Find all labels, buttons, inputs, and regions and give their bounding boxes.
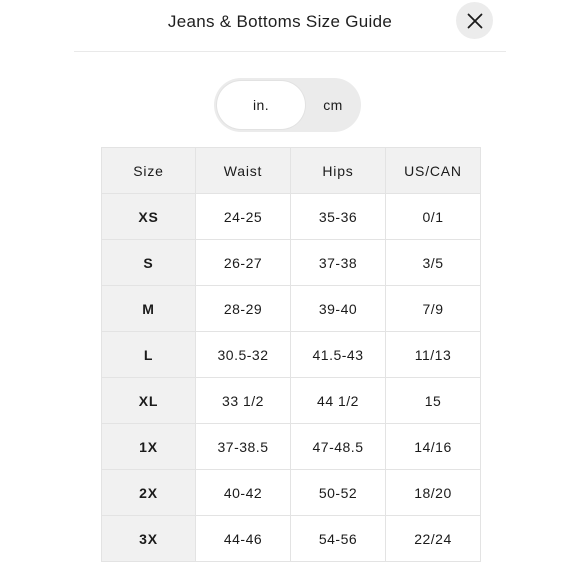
table-row	[102, 194, 481, 240]
us-can-cell: 22/24	[386, 516, 481, 562]
size-cell: S	[102, 240, 196, 286]
header-size: Size	[102, 148, 196, 194]
us-can-cell: 11/13	[386, 332, 481, 378]
waist-cell: 33 1/2	[196, 378, 291, 424]
waist-cell: 28-29	[196, 286, 291, 332]
us-can-cell: 3/5	[386, 240, 481, 286]
table-row	[102, 516, 481, 562]
header-us-can: US/CAN	[386, 148, 481, 194]
header-hips: Hips	[291, 148, 386, 194]
waist-cell: 40-42	[196, 470, 291, 516]
close-icon	[467, 13, 483, 29]
table-row	[102, 332, 481, 378]
waist-cell: 37-38.5	[196, 424, 291, 470]
size-cell: 2X	[102, 470, 196, 516]
table-row	[102, 286, 481, 332]
hips-cell: 50-52	[291, 470, 386, 516]
header-divider	[74, 51, 506, 52]
size-cell: 3X	[102, 516, 196, 562]
close-button[interactable]	[456, 2, 493, 39]
waist-cell: 30.5-32	[196, 332, 291, 378]
us-can-cell: 14/16	[386, 424, 481, 470]
us-can-cell: 0/1	[386, 194, 481, 240]
hips-cell: 54-56	[291, 516, 386, 562]
hips-cell: 39-40	[291, 286, 386, 332]
waist-cell: 24-25	[196, 194, 291, 240]
size-table	[101, 147, 481, 562]
header-waist: Waist	[196, 148, 291, 194]
hips-cell: 37-38	[291, 240, 386, 286]
size-cell: L	[102, 332, 196, 378]
modal-header	[0, 0, 580, 52]
waist-cell: 26-27	[196, 240, 291, 286]
size-cell: XL	[102, 378, 196, 424]
hips-cell: 44 1/2	[291, 378, 386, 424]
unit-option-in[interactable]: in.	[217, 81, 305, 129]
size-cell: XS	[102, 194, 196, 240]
table-row	[102, 378, 481, 424]
us-can-cell: 18/20	[386, 470, 481, 516]
modal-title: Jeans & Bottoms Size Guide	[167, 12, 393, 31]
hips-cell: 41.5-43	[291, 332, 386, 378]
us-can-cell: 15	[386, 378, 481, 424]
size-cell: M	[102, 286, 196, 332]
us-can-cell: 7/9	[386, 286, 481, 332]
size-cell: 1X	[102, 424, 196, 470]
table-row	[102, 470, 481, 516]
table-row	[102, 424, 481, 470]
table-row	[102, 240, 481, 286]
waist-cell: 44-46	[196, 516, 291, 562]
hips-cell: 35-36	[291, 194, 386, 240]
unit-option-cm[interactable]: cm	[323, 97, 343, 113]
unit-toggle	[214, 78, 361, 132]
table-header-row	[102, 148, 481, 194]
hips-cell: 47-48.5	[291, 424, 386, 470]
